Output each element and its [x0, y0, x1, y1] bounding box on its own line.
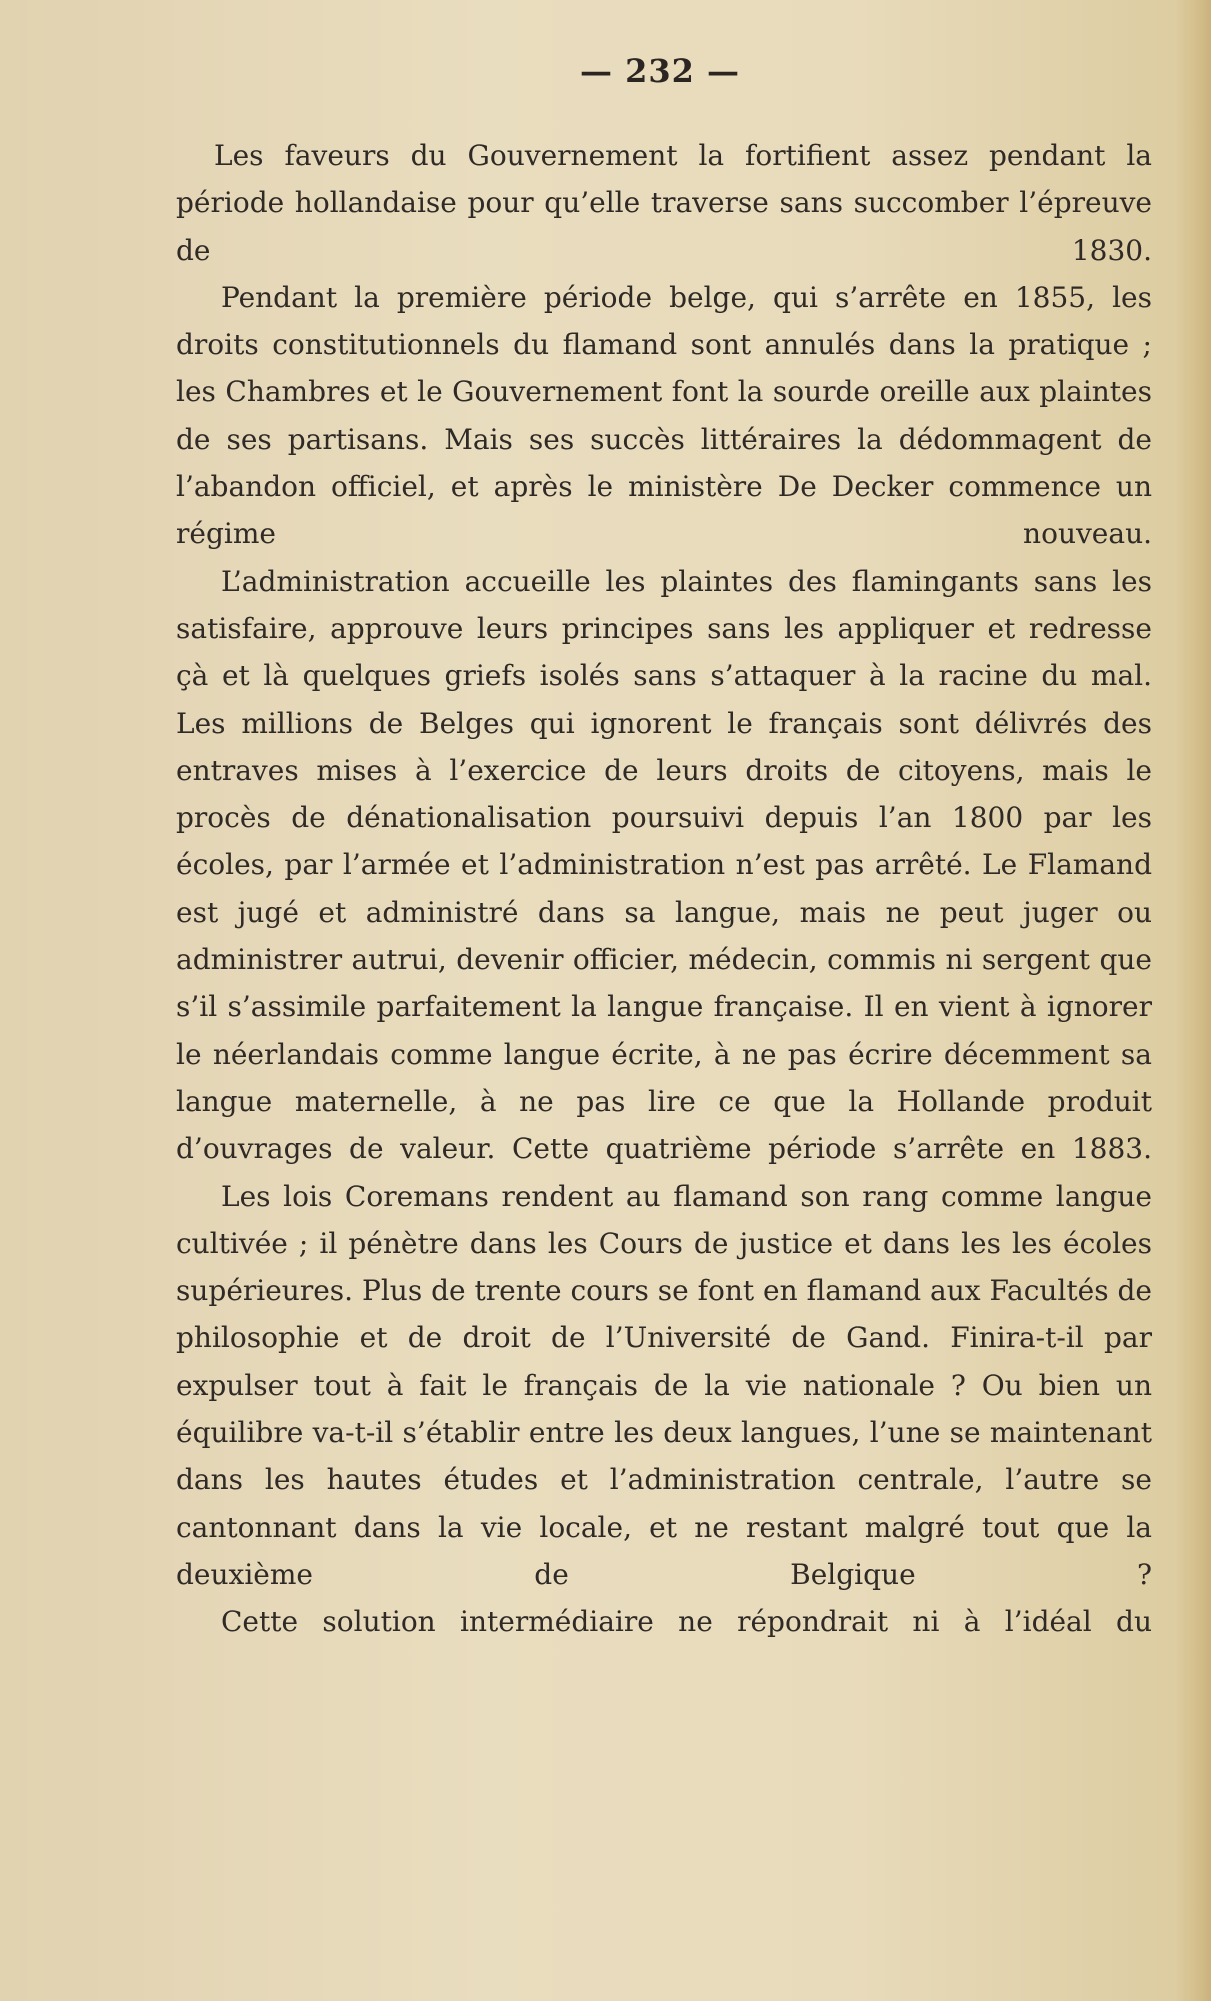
page-edge-shadow	[1175, 0, 1211, 2001]
paragraph-premiere-periode: Pendant la première période belge, qui s’arrête en 1855, les droits constitutionnels du flamand sont annulés dans la pratique ; les Chambres et le Gouvernement font la sourde oreille aux plaintes de ses partisans. Mais ses succès littéraires la dédommagent de l’abandon officiel, et après le ministère De Decker commence un régime nouveau.	[176, 280, 1152, 551]
page-number: — 232 —	[579, 52, 741, 90]
paragraph-faveurs: Les faveurs du Gouvernement la fortifient assez pendant la période hollandaise pour qu’elle traverse sans succomber l’épreuve de 1830.	[176, 139, 1152, 267]
paragraph-lois-coremans: Les lois Coremans rendent au flamand son rang comme langue cultivée ; il pénètre dans les Cours de justice et dans les les écoles supérieures. Plus de trente cours se font en flamand aux Facultés de philosophie et de droit de l’Université de Gand. Finira-t-il par expulser tout à fait le français de la vie nationale ? Ou bien un équilibre va-t-il s’établir entre les deux langues, l’une se maintenant dans les hautes études et l’administration centrale, l’autre se cantonnant dans la vie locale, et ne restant malgré tout que la deuxième de Belgique ?	[176, 1179, 1152, 1591]
paragraph-administration: L’administration accueille les plaintes des flamingants sans les satisfaire, approuve leurs principes sans les appliquer et redresse çà et là quelques griefs isolés sans s’attaquer à la racine du mal. Les millions de Belges qui ignorent le français sont délivrés des entraves mises à l’exercice de leurs droits de citoyens, mais le procès de dénationalisation poursuivi depuis l’an 1800 par les écoles, par l’armée et l’administration n’est pas arrêté. Le Flamand est jugé et administré dans sa langue, mais ne peut juger ou administrer autrui, devenir officier, médecin, commis ni sergent que s’il s’assimile parfaitement la langue française. Il en vient à ignorer le néerlandais comme langue écrite, à ne pas écrire décemment sa langue maternelle, à ne pas lire ce que la Hollande produit d’ouvrages de valeur. Cette quatrième période s’arrête en 1883.	[176, 564, 1152, 1166]
paragraph-solution: Cette solution intermédiaire ne répondrait ni à l’idéal du	[221, 1605, 1152, 1639]
body-text	[176, 132, 1152, 1646]
